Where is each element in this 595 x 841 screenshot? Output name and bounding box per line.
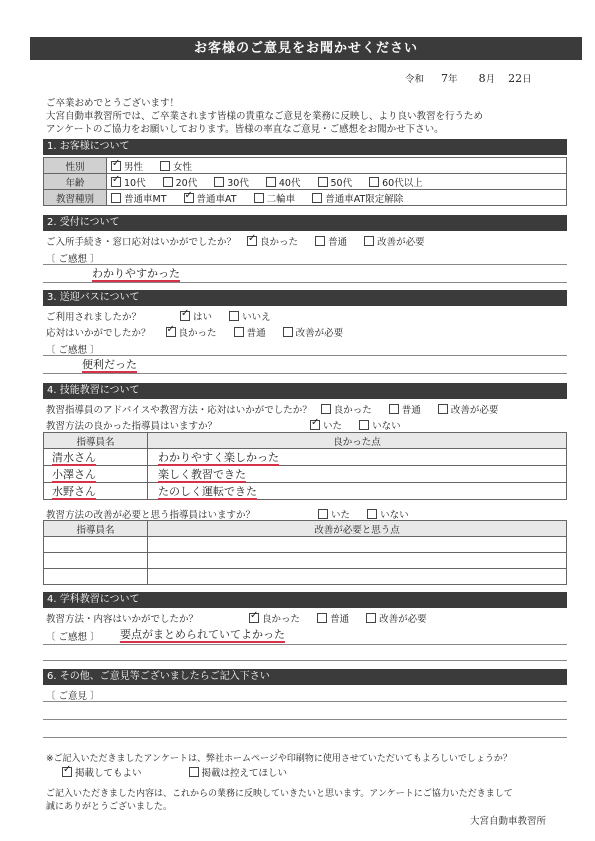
type-checkbox[interactable] bbox=[111, 193, 121, 203]
option-label: 普通 bbox=[246, 328, 266, 339]
section-5-heading: 4. 学科教習について bbox=[43, 592, 567, 608]
closing-line: 誠にありがとうございました。 bbox=[46, 802, 173, 812]
instructor-name[interactable]: 清水さん bbox=[52, 451, 96, 464]
classroom-improve-checkbox[interactable] bbox=[366, 613, 376, 623]
option-label: 良かった bbox=[333, 405, 372, 416]
reception-good-checkbox[interactable] bbox=[247, 236, 257, 246]
option-label: 普通 bbox=[330, 614, 350, 625]
reception-question-row bbox=[46, 234, 439, 248]
consent-yes-checkbox[interactable] bbox=[62, 767, 72, 777]
advice-normal-checkbox[interactable] bbox=[389, 404, 399, 414]
section-6-heading: 6. その他、ご意見等ございましたらご記入下さい bbox=[43, 669, 567, 685]
age-option: 50代 bbox=[330, 177, 353, 189]
option-label: 改善が必要 bbox=[295, 328, 344, 339]
instructor-name[interactable]: 小澤さん bbox=[52, 468, 96, 481]
option-label: 普通 bbox=[401, 405, 421, 416]
age-option: 20代 bbox=[175, 177, 198, 189]
consent-options bbox=[62, 765, 301, 779]
option-label: いた bbox=[323, 421, 343, 432]
option-label: いない bbox=[380, 510, 409, 521]
reception-comment-label: 〔 ご感想 〕 bbox=[46, 254, 100, 265]
reception-comment-text: わかりやすかった bbox=[92, 267, 180, 280]
bad-instructor-yes-checkbox[interactable] bbox=[318, 509, 328, 519]
option-label: 良かった bbox=[178, 328, 217, 339]
closing-text bbox=[46, 788, 513, 814]
age-option: 30代 bbox=[227, 177, 249, 189]
bus-service-question: 応対はいかがでしたか？ bbox=[46, 328, 151, 339]
table-header: 改善が必要と思う点 bbox=[148, 521, 567, 537]
date-day: 22 bbox=[508, 72, 523, 85]
good-point[interactable]: たのしく運転できた bbox=[158, 485, 257, 498]
female-checkbox[interactable] bbox=[160, 161, 170, 171]
good-instructor-table bbox=[43, 432, 567, 500]
comment-label: ご感想 bbox=[58, 345, 88, 356]
divider bbox=[43, 660, 567, 661]
type-option: 普通車MT bbox=[124, 193, 167, 205]
bad-instructor-row bbox=[46, 507, 423, 521]
option-label: 普通 bbox=[328, 237, 348, 248]
other-comment-line[interactable] bbox=[43, 719, 567, 720]
comment-label: ご感想 bbox=[58, 254, 88, 265]
gender-label: 性別 bbox=[44, 158, 107, 174]
table-row bbox=[44, 466, 567, 483]
date-month-unit: 月 bbox=[485, 74, 496, 85]
option-label: 掲載は控えてほしい bbox=[201, 768, 288, 779]
option-label: いいえ bbox=[242, 312, 271, 323]
section-3-heading: 3. 送迎バスについて bbox=[43, 290, 567, 306]
section-2-heading: 2. 受付について bbox=[43, 215, 567, 231]
bad-instructor-no-checkbox[interactable] bbox=[367, 509, 377, 519]
reception-normal-checkbox[interactable] bbox=[315, 236, 325, 246]
classroom-question-row bbox=[46, 611, 441, 625]
option-label: 改善が必要 bbox=[450, 405, 499, 416]
male-label: 男性 bbox=[124, 161, 144, 173]
divider bbox=[43, 282, 567, 283]
bus-comment-text: 便利だった bbox=[82, 358, 137, 371]
table-row bbox=[44, 483, 567, 500]
age-checkbox[interactable] bbox=[214, 177, 224, 187]
date-year-unit: 年 bbox=[448, 74, 458, 85]
intro-text bbox=[46, 97, 483, 136]
course-type-label: 教習種別 bbox=[44, 190, 107, 206]
option-label: 掲載してもよい bbox=[75, 768, 142, 779]
option-label: 良かった bbox=[260, 237, 299, 248]
table-row bbox=[44, 449, 567, 466]
intro-line: アンケートのご協力をお願いしております。皆様の率直なご意見・ご感想をお聞かせ下さい。 bbox=[46, 124, 444, 135]
organization-name: 大宮自動車教習所 bbox=[470, 816, 547, 827]
consent-no-checkbox[interactable] bbox=[189, 767, 199, 777]
option-label: はい bbox=[193, 312, 213, 323]
section-4-heading: 4. 技能教習について bbox=[43, 383, 567, 399]
table-row[interactable] bbox=[44, 569, 567, 585]
table-header: 良かった点 bbox=[148, 433, 567, 449]
bus-service-row bbox=[46, 325, 357, 339]
classroom-comment-label: 〔 ご感想 〕 bbox=[46, 632, 100, 643]
age-label: 年齢 bbox=[44, 174, 107, 190]
bus-no-checkbox[interactable] bbox=[229, 311, 239, 321]
option-label: いない bbox=[372, 421, 401, 432]
option-label: いた bbox=[331, 510, 351, 521]
form-title: お客様のご意見をお聞かせください bbox=[30, 37, 582, 60]
divider bbox=[43, 644, 567, 645]
good-instructor-no-checkbox[interactable] bbox=[359, 420, 369, 430]
age-checkbox[interactable] bbox=[266, 177, 276, 187]
date-line bbox=[405, 71, 532, 85]
classroom-good-checkbox[interactable] bbox=[249, 613, 259, 623]
age-checkbox[interactable] bbox=[318, 177, 328, 187]
age-option: 60代以上 bbox=[382, 177, 423, 189]
date-day-unit: 日 bbox=[522, 74, 532, 85]
type-checkbox[interactable] bbox=[254, 193, 264, 203]
classroom-comment-text: 要点がまとめられていてよかった bbox=[120, 628, 285, 641]
good-instructor-row bbox=[46, 418, 415, 432]
age-checkbox[interactable] bbox=[111, 177, 121, 187]
advice-improve-checkbox[interactable] bbox=[438, 404, 448, 414]
option-label: 改善が必要 bbox=[377, 237, 425, 248]
bus-use-row bbox=[46, 309, 285, 323]
good-point[interactable]: わかりやすく楽しかった bbox=[158, 451, 279, 464]
bus-comment-label: 〔 ご感想 〕 bbox=[46, 345, 100, 356]
option-label: 良かった bbox=[262, 614, 301, 625]
instructor-advice-question: 教習指導員のアドバイスや教習方法・応対はいかがでしたか？ bbox=[46, 405, 312, 416]
instructor-advice-row bbox=[46, 402, 512, 416]
type-checkbox[interactable] bbox=[184, 193, 194, 203]
age-checkbox[interactable] bbox=[163, 177, 173, 187]
classroom-comment[interactable] bbox=[120, 626, 285, 642]
bad-instructor-table bbox=[43, 520, 567, 585]
comment-label: ご感想 bbox=[58, 632, 88, 643]
bad-instructor-question: 教習方法の改善が必要と思う指導員はいますか？ bbox=[46, 510, 256, 521]
table-header: 指導員名 bbox=[44, 433, 148, 449]
table-row[interactable] bbox=[44, 553, 567, 569]
female-label: 女性 bbox=[173, 161, 193, 173]
type-option: 二輪車 bbox=[266, 193, 296, 205]
other-comment-line[interactable] bbox=[43, 737, 567, 738]
classroom-normal-checkbox[interactable] bbox=[317, 613, 327, 623]
bus-good-checkbox[interactable] bbox=[166, 327, 176, 337]
section-1-heading: 1. お客様について bbox=[43, 139, 567, 155]
good-instructor-question: 教習方法の良かった指導員はいますか？ bbox=[46, 421, 218, 432]
table-row[interactable] bbox=[44, 537, 567, 553]
intro-line: 大宮自動車教習所では、ご卒業されます皆様の貴重なご意見を業務に反映し、より良い教習を行うため bbox=[46, 111, 484, 122]
male-checkbox[interactable] bbox=[111, 161, 121, 171]
date-month: 8 bbox=[478, 72, 486, 85]
other-comment-label: 〔 ご意見 〕 bbox=[46, 691, 100, 702]
bus-use-question: ご利用されましたか？ bbox=[46, 312, 142, 323]
option-label: 改善が必要 bbox=[379, 614, 427, 625]
type-checkbox[interactable] bbox=[312, 193, 322, 203]
bus-improve-checkbox[interactable] bbox=[283, 327, 293, 337]
intro-line: ご卒業おめでとうございます！ bbox=[46, 98, 180, 109]
other-comment-line[interactable] bbox=[43, 701, 567, 702]
closing-line: ご記入いただきました内容は、これからの業務に反映していきたいと思います。アンケートにご協力いただきまして bbox=[46, 789, 513, 799]
type-option: 普通車AT限定解除 bbox=[325, 193, 404, 205]
bus-normal-checkbox[interactable] bbox=[234, 327, 244, 337]
table-header: 指導員名 bbox=[44, 521, 148, 537]
customer-info-table bbox=[43, 157, 567, 206]
reception-improve-checkbox[interactable] bbox=[364, 236, 374, 246]
comment-label: ご意見 bbox=[58, 691, 88, 702]
type-option: 普通車AT bbox=[196, 193, 237, 205]
date-year: 7 bbox=[441, 72, 449, 85]
divider bbox=[43, 373, 567, 374]
advice-good-checkbox[interactable] bbox=[321, 404, 331, 414]
reception-comment[interactable] bbox=[92, 265, 180, 281]
consent-question: ※ご記入いただきましたアンケートは、弊社ホームページや印刷物に使用させていただいてもよろしいでしょうか？ bbox=[46, 754, 512, 764]
classroom-question: 教習方法・内容はいかがでしたか？ bbox=[46, 614, 199, 625]
instructor-name[interactable]: 水野さん bbox=[52, 485, 96, 498]
good-point[interactable]: 楽しく教習できた bbox=[158, 468, 246, 481]
age-checkbox[interactable] bbox=[369, 177, 379, 187]
reception-question: ご入所手続き・窓口応対はいかがでしたか？ bbox=[46, 237, 237, 248]
age-option: 10代 bbox=[124, 177, 146, 189]
bus-yes-checkbox[interactable] bbox=[180, 311, 190, 321]
age-option: 40代 bbox=[278, 177, 301, 189]
date-era: 令和 bbox=[405, 74, 425, 85]
bus-comment[interactable] bbox=[82, 356, 137, 372]
good-instructor-yes-checkbox[interactable] bbox=[310, 420, 320, 430]
